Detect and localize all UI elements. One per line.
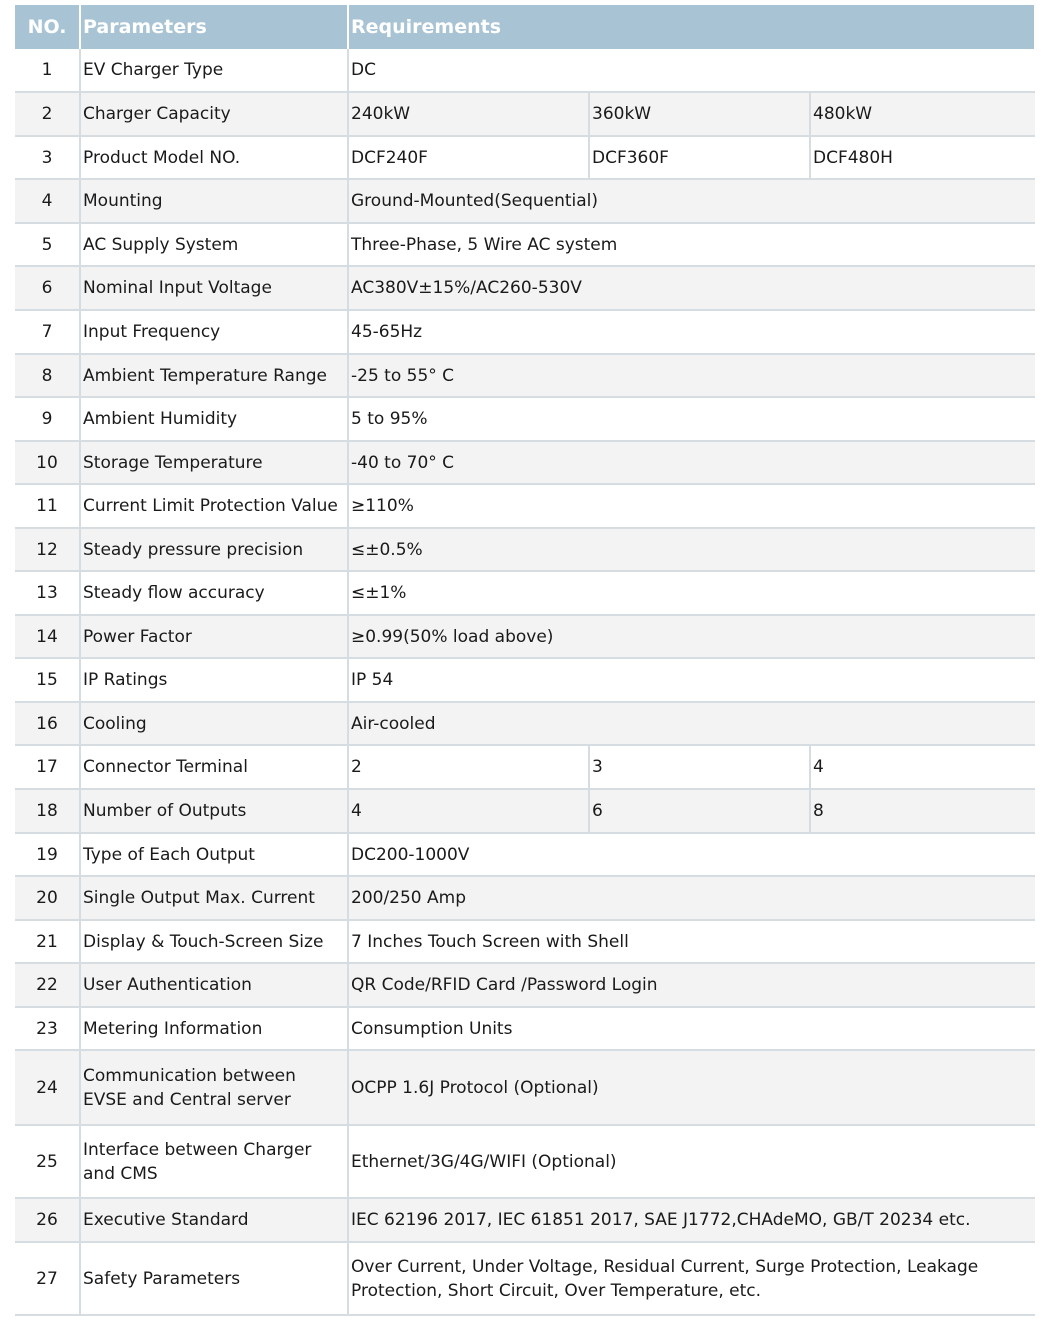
parameter-cell: Steady pressure precision bbox=[80, 528, 348, 571]
requirement-cell: ≤±1% bbox=[348, 571, 1035, 615]
row-number: 11 bbox=[15, 484, 80, 528]
table-row bbox=[15, 1242, 1035, 1315]
table-row bbox=[15, 528, 1035, 571]
requirement-cell: ≤±0.5% bbox=[348, 528, 1035, 571]
row-number: 25 bbox=[15, 1125, 80, 1198]
row-number: 20 bbox=[15, 876, 80, 920]
row-number: 12 bbox=[15, 528, 80, 571]
requirement-cell: 5 to 95% bbox=[348, 397, 1035, 441]
table-row bbox=[15, 571, 1035, 615]
row-number: 21 bbox=[15, 920, 80, 963]
requirement-cell: 4 bbox=[348, 789, 589, 833]
parameter-cell: Ambient Temperature Range bbox=[80, 354, 348, 397]
parameter-cell: Input Frequency bbox=[80, 310, 348, 354]
requirement-cell: 8 bbox=[810, 789, 1035, 833]
row-number: 3 bbox=[15, 136, 80, 179]
table-row bbox=[15, 179, 1035, 223]
parameter-cell: Charger Capacity bbox=[80, 92, 348, 136]
table-row bbox=[15, 658, 1035, 702]
row-number: 4 bbox=[15, 179, 80, 223]
requirement-cell: DCF360F bbox=[589, 136, 810, 179]
requirement-cell: Ethernet/3G/4G/WIFI (Optional) bbox=[348, 1125, 1035, 1198]
requirement-cell: 360kW bbox=[589, 92, 810, 136]
parameter-cell: Executive Standard bbox=[80, 1198, 348, 1242]
parameter-cell: Interface between Charger and CMS bbox=[80, 1125, 348, 1198]
parameter-cell: Type of Each Output bbox=[80, 833, 348, 876]
table-row bbox=[15, 49, 1035, 92]
parameter-cell: Steady flow accuracy bbox=[80, 571, 348, 615]
parameter-cell: Power Factor bbox=[80, 615, 348, 658]
table-header-row bbox=[15, 5, 1035, 49]
table-row bbox=[15, 1050, 1035, 1125]
row-number: 18 bbox=[15, 789, 80, 833]
row-number: 16 bbox=[15, 702, 80, 745]
requirement-cell: 480kW bbox=[810, 92, 1035, 136]
table-body bbox=[15, 49, 1035, 1315]
row-number: 26 bbox=[15, 1198, 80, 1242]
parameter-cell: Nominal Input Voltage bbox=[80, 266, 348, 310]
table-row bbox=[15, 615, 1035, 658]
row-number: 17 bbox=[15, 745, 80, 789]
table-row bbox=[15, 484, 1035, 528]
table-row bbox=[15, 702, 1035, 745]
parameter-cell: Cooling bbox=[80, 702, 348, 745]
parameter-cell: Connector Terminal bbox=[80, 745, 348, 789]
requirement-cell: 240kW bbox=[348, 92, 589, 136]
parameter-cell: Mounting bbox=[80, 179, 348, 223]
requirement-cell: DCF240F bbox=[348, 136, 589, 179]
requirement-cell: Over Current, Under Voltage, Residual Current, Surge Protection, Leakage Protection, Short Circuit, Over Temperature, etc. bbox=[348, 1242, 1035, 1315]
row-number: 22 bbox=[15, 963, 80, 1007]
requirement-cell: -40 to 70° C bbox=[348, 441, 1035, 484]
table-row bbox=[15, 833, 1035, 876]
table-row bbox=[15, 1125, 1035, 1198]
table-row bbox=[15, 745, 1035, 789]
parameter-cell: Metering Information bbox=[80, 1007, 348, 1050]
requirement-cell: Ground-Mounted(Sequential) bbox=[348, 179, 1035, 223]
parameter-cell: Product Model NO. bbox=[80, 136, 348, 179]
table-row bbox=[15, 136, 1035, 179]
requirement-cell: DCF480H bbox=[810, 136, 1035, 179]
requirement-cell: 4 bbox=[810, 745, 1035, 789]
parameter-cell: Ambient Humidity bbox=[80, 397, 348, 441]
row-number: 6 bbox=[15, 266, 80, 310]
table-row bbox=[15, 963, 1035, 1007]
table-row bbox=[15, 920, 1035, 963]
requirement-cell: 2 bbox=[348, 745, 589, 789]
requirement-cell: ≥110% bbox=[348, 484, 1035, 528]
row-number: 7 bbox=[15, 310, 80, 354]
requirement-cell: DC bbox=[348, 49, 1035, 92]
requirement-cell: -25 to 55° C bbox=[348, 354, 1035, 397]
requirement-cell: Three-Phase, 5 Wire AC system bbox=[348, 223, 1035, 266]
header-no: NO. bbox=[15, 5, 80, 49]
parameter-cell: Current Limit Protection Value bbox=[80, 484, 348, 528]
row-number: 5 bbox=[15, 223, 80, 266]
requirement-cell: QR Code/RFID Card /Password Login bbox=[348, 963, 1035, 1007]
row-number: 14 bbox=[15, 615, 80, 658]
requirement-cell: 6 bbox=[589, 789, 810, 833]
parameter-cell: Single Output Max. Current bbox=[80, 876, 348, 920]
parameter-cell: EV Charger Type bbox=[80, 49, 348, 92]
header-requirements: Requirements bbox=[348, 5, 1035, 49]
table-row bbox=[15, 223, 1035, 266]
requirement-cell: 200/250 Amp bbox=[348, 876, 1035, 920]
parameter-cell: User Authentication bbox=[80, 963, 348, 1007]
requirement-cell: ≥0.99(50% load above) bbox=[348, 615, 1035, 658]
requirement-cell: AC380V±15%/AC260-530V bbox=[348, 266, 1035, 310]
table-row bbox=[15, 1198, 1035, 1242]
row-number: 2 bbox=[15, 92, 80, 136]
requirement-cell: IP 54 bbox=[348, 658, 1035, 702]
row-number: 27 bbox=[15, 1242, 80, 1315]
requirement-cell: Consumption Units bbox=[348, 1007, 1035, 1050]
table-row bbox=[15, 266, 1035, 310]
requirement-cell: 45-65Hz bbox=[348, 310, 1035, 354]
parameter-cell: Safety Parameters bbox=[80, 1242, 348, 1315]
requirement-cell: Air-cooled bbox=[348, 702, 1035, 745]
row-number: 9 bbox=[15, 397, 80, 441]
table-row bbox=[15, 1007, 1035, 1050]
requirement-cell: DC200-1000V bbox=[348, 833, 1035, 876]
table-row bbox=[15, 354, 1035, 397]
header-parameters: Parameters bbox=[80, 5, 348, 49]
requirement-cell: 7 Inches Touch Screen with Shell bbox=[348, 920, 1035, 963]
row-number: 8 bbox=[15, 354, 80, 397]
requirement-cell: 3 bbox=[589, 745, 810, 789]
row-number: 24 bbox=[15, 1050, 80, 1125]
table-row bbox=[15, 310, 1035, 354]
requirement-cell: OCPP 1.6J Protocol (Optional) bbox=[348, 1050, 1035, 1125]
row-number: 23 bbox=[15, 1007, 80, 1050]
row-number: 1 bbox=[15, 49, 80, 92]
parameter-cell: AC Supply System bbox=[80, 223, 348, 266]
parameter-cell: Communication between EVSE and Central server bbox=[80, 1050, 348, 1125]
row-number: 19 bbox=[15, 833, 80, 876]
table-row bbox=[15, 397, 1035, 441]
table-row bbox=[15, 441, 1035, 484]
requirement-cell: IEC 62196 2017, IEC 61851 2017, SAE J1772,CHAdeMO, GB/T 20234 etc. bbox=[348, 1198, 1035, 1242]
table-row bbox=[15, 876, 1035, 920]
row-number: 15 bbox=[15, 658, 80, 702]
specification-table bbox=[15, 5, 1036, 1316]
table-row bbox=[15, 92, 1035, 136]
table-row bbox=[15, 789, 1035, 833]
row-number: 10 bbox=[15, 441, 80, 484]
parameter-cell: Number of Outputs bbox=[80, 789, 348, 833]
parameter-cell: IP Ratings bbox=[80, 658, 348, 702]
row-number: 13 bbox=[15, 571, 80, 615]
parameter-cell: Storage Temperature bbox=[80, 441, 348, 484]
parameter-cell: Display & Touch-Screen Size bbox=[80, 920, 348, 963]
